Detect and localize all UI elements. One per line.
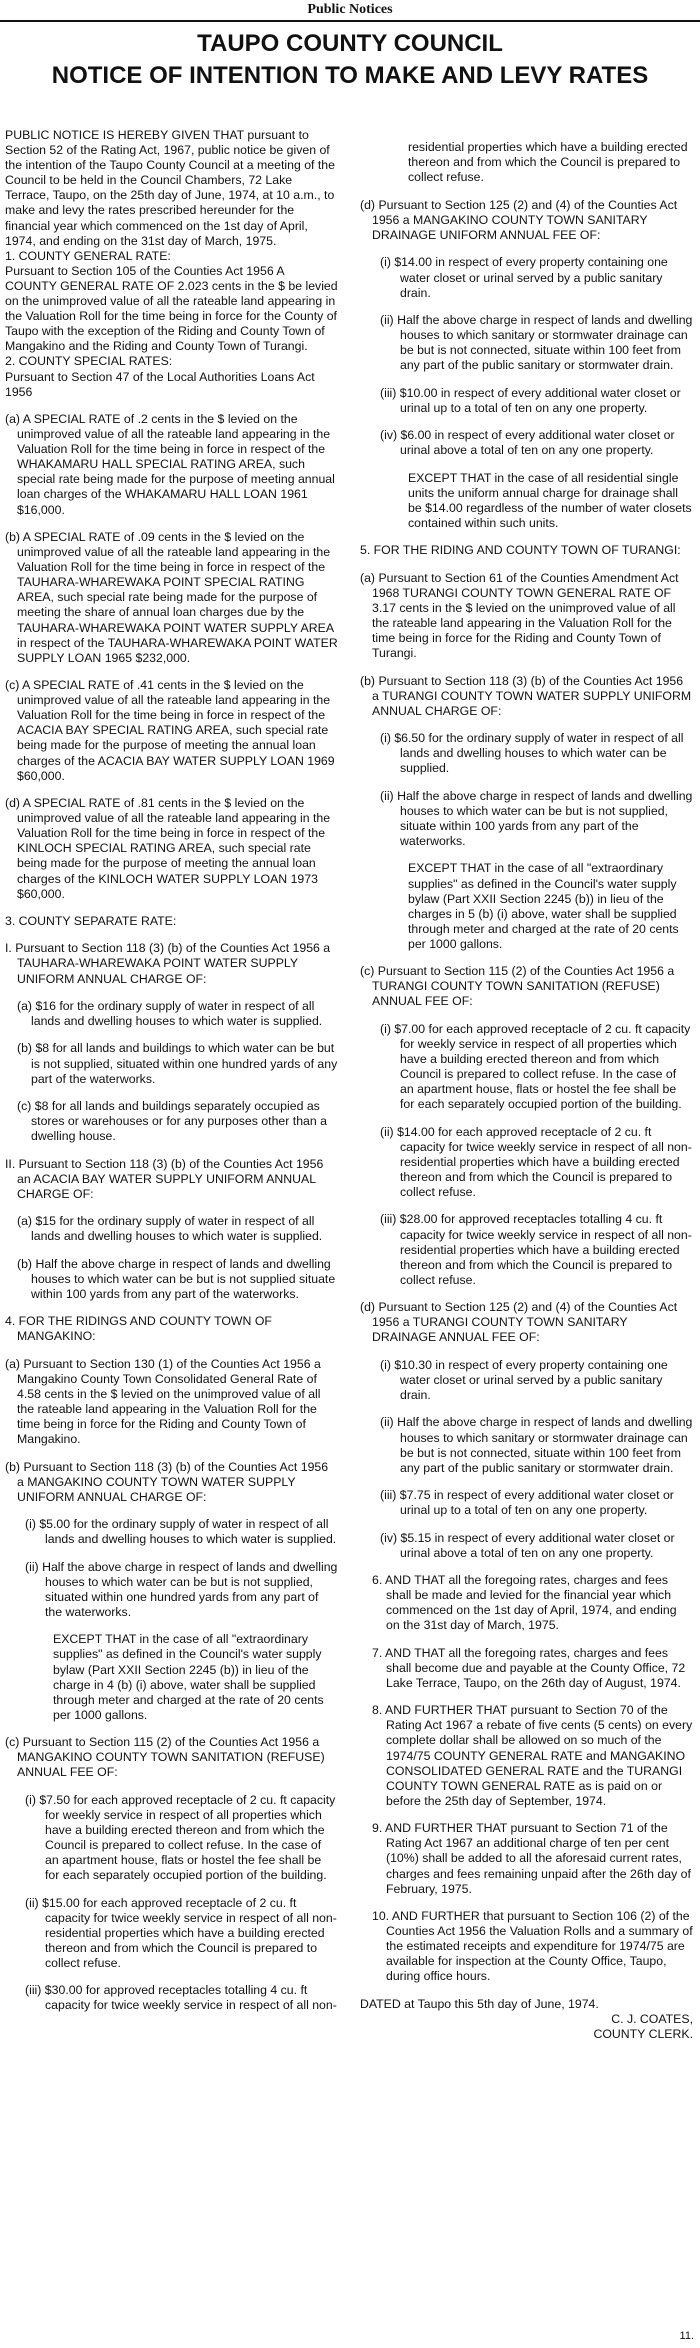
paragraph: (iv) $5.15 in respect of every additional water closet or urinal above a total of ten on any one property. <box>380 1530 675 1560</box>
paragraph: (iii) $10.00 in respect of every additional water closet or urinal up to a total of ten on any one property. <box>380 385 681 415</box>
paragraph: (b) Pursuant to Section 118 (3) (b) of the Counties Act 1956 a MANGAKINO COUNTY TOWN WATER SUPPLY UNIFORM ANNUAL CHARGE OF: <box>5 1459 329 1504</box>
paragraph: (a) Pursuant to Section 61 of the Counties Amendment Act 1968 TURANGI COUNTY TOWN GENERAL RATE OF 3.17 cents in the $ levied on the unimproved value of all the rateable land appearing in the Valuation Roll for the time being in force for the Riding and County Town of Turangi. <box>360 570 679 661</box>
paragraph: (c) A SPECIAL RATE of .41 cents in the $ levied on the unimproved value of all the rateable land appearing in the Valuation Roll for the time being in force in respect of the ACACIA BAY SPECIAL RATING AREA, such special rate being made for the purpose of meeting the annual loan charges of the ACACIA BAY WATER SUPPLY LOAN 1969 $60,000. <box>5 678 335 783</box>
paragraph: (iii) $7.75 in respect of every additional water closet or urinal up to a total of ten on any one property. <box>380 1488 674 1518</box>
paragraph: I. Pursuant to Section 118 (3) (b) of the Counties Act 1956 a TAUHARA-WHAREWAKA POINT WATER SUPPLY UNIFORM ANNUAL CHARGE OF: <box>5 941 331 986</box>
paragraph: (c) Pursuant to Section 115 (2) of the Counties Act 1956 a TURANGI COUNTY TOWN SANITATION (REFUSE) ANNUAL FEE OF: <box>360 964 675 1009</box>
paragraph: 2. COUNTY SPECIAL RATES: <box>5 354 173 369</box>
paragraph: (ii) $14.00 for each approved receptacle of 2 cu. ft capacity for twice weekly service in respect of all non-residential properties which have a building erected thereon and from which the Council is prepared to collect refuse. <box>380 1124 692 1200</box>
left-column <box>5 128 338 2328</box>
paragraph: residential properties which have a building erected thereon and from which the Council is prepared to collect refuse. <box>408 140 688 185</box>
page-header <box>0 0 700 22</box>
paragraph: (ii) Half the above charge in respect of lands and dwelling houses to which water can be but is not supplied, situate within 100 yards from any part of the waterworks. <box>380 788 693 849</box>
paragraph: (b) A SPECIAL RATE of .09 cents in the $ levied on the unimproved value of all the rateable land appearing in the Valuation Roll for the time being in force in respect of the TAUHARA-WHAREWAKA POINT SPECIAL RATING AREA, such special rate being made for the purpose of meeting the share of annual loan charges due by the TAUHARA-WHAREWAKA POINT WATER SUPPLY AREA in respect of the TAUHARA-WHAREWAKA POINT WATER SUPPLY LOAN 1965 $232,000. <box>5 529 338 665</box>
paragraph: EXCEPT THAT in the case of all residential single units the uniform annual charge for drainage shall be $14.00 regardless of the number of water closets contained within such units. <box>408 470 692 530</box>
paragraph: (a) Pursuant to Section 130 (1) of the Counties Act 1956 a Mangakino County Town Consolidated General Rate of 4.58 cents in the $ levied on the unimproved value of all the rateable land appearing in the Valuation Roll for the time being in force for the Riding and County Town of Mangakino. <box>5 1356 321 1447</box>
paragraph: (i) $5.00 for the ordinary supply of water in respect of all lands and dwelling houses to which water is supplied. <box>25 1517 337 1547</box>
paragraph: EXCEPT THAT in the case of all "extraordinary supplies" as defined in the Council's water supply bylaw (Part XXII Section 2245 (b)) in lieu of the charge in 4 (b) (i) above, water shall be supplied through meter and charged at the rate of 20 cents per 1000 gallons. <box>53 1632 324 1722</box>
paragraph: (i) $7.00 for each approved receptacle of 2 cu. ft capacity for weekly service in respect of all properties which have a building erected thereon and from which Council is prepared to collect refuse. In the case of an apartment house, flats or hostel the fee shall be for each separately occupied portion of the building. <box>380 1021 691 1112</box>
paragraph: 6. AND THAT all the foregoing rates, charges and fees shall be made and levied for the financial year which commenced on the 1st day of April, 1974, and ending on the 31st day of March, 1975. <box>372 1573 677 1633</box>
paragraph: (d) Pursuant to Section 125 (2) and (4) of the Counties Act 1956 a TURANGI COUNTY TOWN SANITARY DRAINAGE ANNUAL FEE OF: <box>360 1300 678 1345</box>
paragraph: Pursuant to Section 105 of the Counties Act 1956 A COUNTY GENERAL RATE OF 2.023 cents in the $ be levied on the unimproved value of all the rateable land appearing in the Valuation Roll for the time being in force for the County of Taupo with the exception of the Riding and County Town of Mangakino and the Riding and County Town of Turangi. <box>5 263 338 354</box>
paragraph: (a) A SPECIAL RATE of .2 cents in the $ levied on the unimproved value of all the rateable land appearing in the Valuation Roll for the time being in force in respect of the WHAKAMARU HALL SPECIAL RATING AREA, such special rate being made for the purpose of meeting annual loan charges of the WHAKAMARU HALL LOAN 1961 $16,000. <box>5 411 335 517</box>
paragraph: (c) Pursuant to Section 115 (2) of the Counties Act 1956 a MANGAKINO COUNTY TOWN SANITATION (REFUSE) ANNUAL FEE OF: <box>5 1735 325 1780</box>
right-column <box>360 128 693 2328</box>
paragraph: (c) $8 for all lands and buildings separately occupied as stores or warehouses or for any purposes other than a dwelling house. <box>17 1099 327 1144</box>
paragraph: 4. FOR THE RIDINGS AND COUNTY TOWN OF MANGAKINO: <box>5 1314 272 1344</box>
paragraph: 9. AND FURTHER THAT pursuant to Section 71 of the Rating Act 1967 an additional charge of ten per cent (10%) shall be added to all the aforesaid current rates, charges and fees remaining unpaid after the 26th day of February, 1975. <box>372 1821 691 1896</box>
paragraph: 1. COUNTY GENERAL RATE: <box>5 248 171 263</box>
paragraph: (b) Half the above charge in respect of lands and dwelling houses to which water can be but is not supplied situate within 100 yards from any part of the waterworks. <box>17 1256 336 1301</box>
paragraph: PUBLIC NOTICE IS HEREBY GIVEN THAT pursuant to Section 52 of the Rating Act, 1967, public notice be given of the intention of the Taupo County Council at a meeting of the Council to be held in the Council Chambers, 72 Lake Terrace, Taupo, on the 25th day of June, 1974, at 10 a.m., to make and levy the rates prescribed hereunder for the financial year which commenced on the 1st day of April, 1974, and ending on the 31st day of March, 1975. <box>5 128 335 248</box>
paragraph: (iii) $30.00 for approved receptacles totalling 4 cu. ft capacity for twice weekly service in respect of all non- <box>25 1983 337 2013</box>
notice-title: NOTICE OF INTENTION TO MAKE AND LEVY RATES <box>51 62 649 89</box>
section-title: Public Notices <box>307 2 393 17</box>
paragraph: (i) $10.30 in respect of every property containing one water closet or urinal served by a public sanitary drain. <box>380 1357 668 1403</box>
paragraph: (i) $6.50 for the ordinary supply of water in respect of all lands and dwelling houses to which water can be supplied. <box>380 731 684 776</box>
page-number: 11. <box>679 2330 694 2342</box>
paragraph: EXCEPT THAT in the case of all "extraordinary supplies" as defined in the Council's water supply bylaw (Part XXII Section 2245 (b)) in lieu of the charges in 5 (b) (i) above, water shall be supplied through meter and charged at the rate of 20 cents per 1000 gallons. <box>408 861 679 951</box>
paragraph: 7. AND THAT all the foregoing rates, charges and fees shall become due and payable at the County Office, 72 Lake Terrace, Taupo, on the 26th day of August, 1974. <box>372 1645 686 1690</box>
paragraph: (ii) Half the above charge in respect of lands and dwelling houses to which sanitary or stormwater drainage can be but is not connected, situate within 100 feet from any part of the public sanitary or stormwater drain. <box>380 1415 693 1475</box>
paragraph: 5. FOR THE RIDING AND COUNTY TOWN OF TURANGI: <box>360 543 681 558</box>
paragraph: C. J. COATES, <box>611 2011 693 2026</box>
paragraph: (a) $15 for the ordinary supply of water in respect of all lands and dwelling houses to which water is supplied. <box>17 1214 323 1244</box>
paragraph: DATED at Taupo this 5th day of June, 1974. <box>360 1996 599 2011</box>
paragraph: (b) Pursuant to Section 118 (3) (b) of the Counties Act 1956 a TURANGI COUNTY TOWN WATER SUPPLY UNIFORM ANNUAL CHARGE OF: <box>360 673 692 718</box>
paragraph: (i) $14.00 in respect of every property containing one water closet or urinal served by a public sanitary drain. <box>380 255 668 300</box>
paragraph: (ii) Half the above charge in respect of lands and dwelling houses to which sanitary or stormwater drainage can be but is not connected, situate within 100 feet from any part of the public sanitary or stormwater drain. <box>380 313 693 373</box>
paragraph: 8. AND FURTHER THAT pursuant to Section 70 of the Rating Act 1967 a rebate of five cents (5 cents) on every complete dollar shall be allowed on so much of the 1974/75 COUNTY GENERAL RATE and MANGAKINO CONSOLIDATED GENERAL RATE and the TURANGI COUNTY TOWN GENERAL RATE as is paid on or before the 25th day of September, 1974. <box>372 1703 693 1808</box>
organization-heading: TAUPO COUNTY COUNCIL <box>197 30 503 57</box>
paragraph: COUNTY CLERK. <box>593 2026 693 2041</box>
paragraph: (d) Pursuant to Section 125 (2) and (4) of the Counties Act 1956 a MANGAKINO COUNTY TOWN SANITARY DRAINAGE UNIFORM ANNUAL FEE OF: <box>360 197 678 243</box>
paragraph: (a) $16 for the ordinary supply of water in respect of all lands and dwelling houses to which water is supplied. <box>17 998 323 1029</box>
paragraph: (b) $8 for all lands and buildings to which water can be but is not supplied, situated within one hundred yards of any part of the waterworks. <box>17 1041 338 1086</box>
paragraph: (iii) $28.00 for approved receptacles totalling 4 cu. ft capacity for twice weekly service in respect of all non-residential properties which have a building erected thereon and from which the Council is prepared to collect refuse. <box>380 1212 692 1287</box>
paragraph: (iv) $6.00 in respect of every additional water closet or urinal above a total of ten on any one property. <box>380 428 675 458</box>
paragraph: (i) $7.50 for each approved receptacle of 2 cu. ft capacity for weekly service in respect of all properties which have a building erected thereon and from which the Council is prepared to collect refuse. In the case of an apartment house, flats or hostel the fee shall be for each separately occupied portion of the building. <box>25 1792 336 1883</box>
paragraph: 10. AND FURTHER that pursuant to Section 106 (2) of the Counties Act 1956 the Valuation Rolls and a summary of the estimated receipts and expenditure for 1974/75 are available for inspection at the County Office, Taupo, during office hours. <box>372 1909 693 1984</box>
paragraph: (ii) Half the above charge in respect of lands and dwelling houses to which water can be but is not supplied, situated within one hundred yards from any part of the waterworks. <box>25 1559 338 1619</box>
paragraph: (d) A SPECIAL RATE of .81 cents in the $ levied on the unimproved value of all the rateable land appearing in the Valuation Roll for the time being in force in respect of the KINLOCH SPECIAL RATING AREA, such special rate being made for the purpose of meeting the annual loan charges of the KINLOCH WATER SUPPLY LOAN 1973 $60,000. <box>5 796 331 901</box>
paragraph: (ii) $15.00 for each approved receptacle of 2 cu. ft capacity for twice weekly service in respect of all non-residential properties which have a building erected thereon and from which the Council is prepared to collect refuse. <box>25 1895 337 1970</box>
paragraph: Pursuant to Section 47 of the Local Authorities Loans Act 1956 <box>5 369 315 399</box>
paragraph: II. Pursuant to Section 118 (3) (b) of the Counties Act 1956 an ACACIA BAY WATER SUPPLY UNIFORM ANNUAL CHARGE OF: <box>5 1156 324 1201</box>
paragraph: 3. COUNTY SEPARATE RATE: <box>5 913 177 928</box>
